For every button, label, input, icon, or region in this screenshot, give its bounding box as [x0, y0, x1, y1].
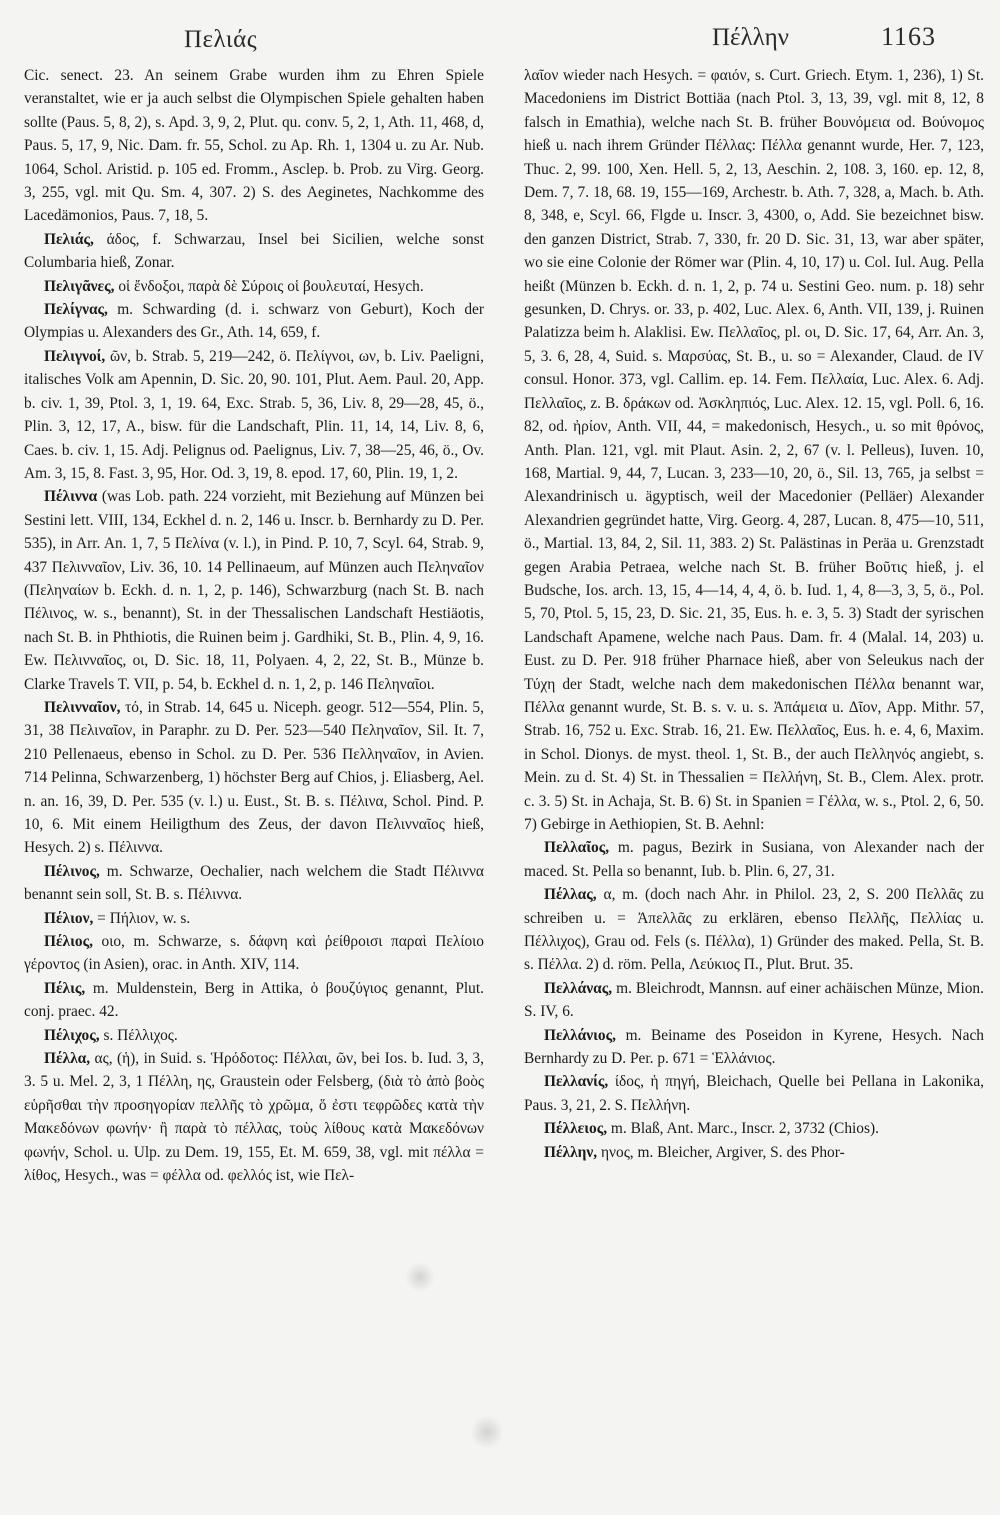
- entry-headword: Πέλλα,: [44, 1050, 91, 1068]
- dictionary-entry: [24, 1024, 484, 1047]
- entry-headword: Πέλιχος,: [44, 1026, 100, 1044]
- dictionary-entry: [24, 485, 484, 696]
- dictionary-entry: [24, 228, 484, 275]
- entry-headword: Πέλινος,: [44, 862, 100, 880]
- scan-smudge: [405, 1262, 435, 1292]
- entry-body: m. Schwarze, Oechalier, nach welchem die Stadt Πέλιννα benannt sein soll, St. B. s. Πέλιννα.: [24, 862, 484, 904]
- entry-headword: Πελλανίς,: [544, 1073, 609, 1091]
- entry-body: ῶν, b. Strab. 5, 219—242, ö. Πελίγνοι, ων, b. Liv. Paeligni, italisches Volk am Apennin, D. Sic. 20, 90. 101, Plut. Aem. Paul. 20, App. b. civ. 1, 39, Ptol. 3, 1, 19. 64, Exc. Strab. 5, 36, Liv. 8, 29—28, 45, ö., Plin. 3, 12, 17, A., bisw. für die Landschaft, Plin. 11, 14, 14, Liv. 8, 6, Caes. b. civ. 1, 15. Adj. Pelignus od. Paelignus, Liv. 7, 38—25, 46, ö., Ov. Am. 3, 15, 8. Fast. 3, 95, Hor. Od. 3, 19, 8. epod. 17, 60, Plin. 19, 1, 2.: [24, 347, 484, 482]
- entry-headword: Πελίγνας,: [44, 301, 108, 319]
- entry-body: ας, (ἡ), in Suid. s. Ἡρόδοτος: Πέλλαι, ῶν, bei Ios. b. Iud. 3, 3, 3. 5 u. Mel. 2, 3, 1 Πέλλη, ης, Graustein oder Felsberg, (διὰ τὸ ἀπὸ βοὸς εὑρῆσθαι τὴν προσηγορίαν πελλῆς τὸ χρῶμα, ὅ ἐστι τεφρῶδες κατὰ τὴν Μακεδόνων φωνήν· ἢ παρὰ τὸ πέλλας, τοὺς λίθους κατὰ Μακεδόνων φωνήν, Schol. u. Ulp. zu Dem. 19, 155, Et. M. 659, 38, vgl. mit πέλλα = λίθος, Hesych., was = φέλλα od. φελλός ist, wie Πελ-: [24, 1050, 484, 1185]
- entry-body: m. Muldenstein, Berg in Attika, ὁ βουζύγιος genannt, Plut. conj. praec. 42.: [24, 979, 484, 1021]
- page-number: 1163: [881, 22, 937, 51]
- dictionary-entry: [24, 930, 484, 977]
- entry-headword: Πέλιος,: [44, 933, 93, 951]
- dictionary-entry: [24, 345, 484, 485]
- entry-body: οιο, m. Schwarze, s. δάφνη καὶ ῥείθροισι παραὶ Πελίοιο γέροντος (in Asien), orac. in Anth. XIV, 114.: [24, 933, 484, 974]
- entry-headword: Πέλις,: [44, 979, 86, 997]
- dictionary-entry: [524, 977, 984, 1024]
- entry-body: ηνος, m. Bleicher, Argiver, S. des Phor-: [601, 1143, 845, 1161]
- entry-body: m. Beiname des Poseidon in Kyrene, Hesych. Nach Bernhardy zu D. Per. p. 671 = Ἑλλάνιος.: [524, 1026, 984, 1068]
- entry-headword: Πέλλην,: [544, 1143, 598, 1161]
- left-column: [24, 64, 484, 1188]
- dictionary-entry: [24, 907, 484, 930]
- scan-smudge: [470, 1415, 504, 1449]
- entry-headword: Πέλλειος,: [544, 1120, 608, 1138]
- entry-body: s. Πέλλιχος.: [103, 1026, 178, 1044]
- entry-body: Cic. senect. 23. An seinem Grabe wurden ihm zu Ehren Spiele veranstaltet, wie er ja auch selbst die Olympischen Spiele gehalten haben sollte (Paus. 5, 8, 2), s. Apd. 3, 9, 2, Plut. qu. conv. 5, 2, 1, Ath. 11, 468, d, Paus. 5, 17, 9, Nic. Dam. fr. 55, Schol. zu Ap. Rh. 1, 1304 u. zu Ar. Nub. 1064, Schol. Aristid. p. 105 ed. Fromm., Asclep. b. Prob. zu Virg. Georg. 3, 255, vgl. mit Qu. Sm. 4, 307. 2) S. des Aeginetes, Nachkomme des Lacedämonios, Paus. 7, 18, 5.: [24, 67, 484, 225]
- entry-headword: Πελιγνοί,: [44, 347, 106, 365]
- header-first-headword: Πελιάς: [184, 26, 258, 53]
- dictionary-entry: [24, 860, 484, 907]
- right-column: [524, 64, 984, 1164]
- entry-body: τό, in Strab. 14, 645 u. Niceph. geogr. 512—554, Plin. 5, 31, 38 Πελιναῖον, in Paraphr. zu D. Per. 523—540 Πεληναῖον, Sil. It. 7, 210 Pellenaeus, ebenso in Schol. zu D. Per. 536 Πελληναῖον, in Avien. 714 Pelinna, Schwarzenberg, 1) höchster Berg auf Chios, j. Eliasberg, Ael. n. an. 16, 39, D. Per. 535 (v. l.) u. Eust., St. B. s. Πέλινα, Schol. Pind. P. 10, 6. Mit einem Heiligthum des Zeus, der davon Πελινναῖος hieß, Hesych. 2) s. Πέλιννα.: [24, 698, 484, 857]
- entry-headword: Πέλιον,: [44, 909, 94, 927]
- entry-body: = Πήλιον, w. s.: [97, 909, 191, 927]
- dictionary-entry: [524, 1117, 984, 1140]
- header-last-headword: Πέλλην: [712, 24, 789, 51]
- entry-body: m. Blaß, Ant. Marc., Inscr. 2, 3732 (Chios).: [610, 1120, 879, 1138]
- dictionary-entry: [24, 1047, 484, 1187]
- entry-continuation: [24, 64, 484, 228]
- dictionary-entry: [524, 1024, 984, 1071]
- running-header: [0, 14, 1000, 54]
- entry-body: (was Lob. path. 224 vorzieht, mit Beziehung auf Münzen bei Sestini lett. VIII, 134, Eckhel d. n. 2, 146 u. Inscr. b. Bernhardy zu D. Per. 535), in Arr. An. 1, 7, 5 Πελίνα (v. l.), in Pind. P. 10, 7, Scyl. 64, Strab. 9, 437 Πελινναῖον, Liv. 36, 10. 14 Pellinaeum, auf Münzen auch Πεληναῖον (Πεληναίων b. Eckh. d. n. 1, 2, p. 146), Schwarzburg (nach St. B. nach Πέλινος, w. s., benannt), St. in der Thessalischen Landschaft Hestiäotis, nach St. B. in Phthiotis, die Ruinen beim j. Gardhiki, St. B., Plin. 4, 9, 16. Ew. Πελινναῖος, οι, D. Sic. 18, 11, Polyaen. 4, 2, 22, St. B., Münze b. Clarke Travels T. VII, p. 54, b. Eckhel d. n. 1, 2, p. 146 Πεληναῖοι.: [24, 488, 484, 693]
- entry-body: λαῖον wieder nach Hesych. = φαιόν, s. Curt. Griech. Etym. 1, 236), 1) St. Macedoniens im District Bottiäa (nach Ptol. 3, 13, 39, vgl. mit 8, 12, 8 falsch in Emathia), welche nach St. B. früher Βουνόμεια od. Βούνομος hieß u. nach ihrem Gründer Πέλλας: Πέλλα genannt wurde, Her. 7, 123, Thuc. 2, 99. 100, Xen. Hell. 5, 2, 13, Aeschin. 2, 108. 3, 160. ep. 12, 8, Dem. 7, 7. 18, 68. 19, 155—169, Archestr. b. Ath. 7, 328, a, Mach. b. Ath. 8, 348, e, Scyl. 66, Flgde u. Inscr. 3, 4300, o, Add. Sie bezeichnet bisw. den ganzen District, Strab. 7, 330, fr. 20 D. Sic. 31, 13, war aber später, wo sie eine Colonie der Römer war (Plin. 4, 10, 17) u. Col. Iul. Aug. Pella heißt (Münzen b. Eckh. d. n. 1, 2, p. 74 u. Sestini Geo. num. p. 18) sehr gesunken, D. Chrys. or. 33, p. 402, Luc. Alex. 6, Anth. VII, 139, j. Ruinen Palatizza beim h. Alaklisi. Ew. Πελλαῖος, pl. οι, D. Sic. 17, 64, Arr. An. 3, 5, 3. 6, 28, 4, Suid. s. Μαρσύας, St. B., u. so = Alexander, Claud. de IV consul. Honor. 373, vgl. Callim. ep. 14. Fem. Πελλαία, Luc. Alex. 6. Adj. Πελλαῖος, z. B. δράκων od. Ἀσκληπιός, Luc. Alex. 12. 15, vgl. Poll. 6, 16. 82, od. ἠρίον, Anth. VII, 44, = makedonisch, Hesych., u. so mit θρόνος, Anth. Plan. 121, vgl. mit Plaut. Asin. 2, 2, 67 (v. l. Pelleus), Iuven. 10, 168, Martial. 9, 44, 7, Lucan. 3, 233—10, 20, ö., Sil. 13, 765, ja selbst = Alexandrinisch u. ägyptisch, weil der Macedonier (Pelläer) Alexander Alexandrien gegründet hatte, Virg. Georg. 4, 287, Lucan. 8, 475—10, 511, ö., Martial. 13, 84, 2, Sil. 11, 383. 2) St. Palästinas in Peräa u. Grenzstadt gegen Arabia Petraea, welche nach St. B. früher Βοῦτις hieß, j. el Budsche, Ios. arch. 13, 15, 4—14, 4, 4, ö. b. Iud. 1, 4, 8—3, 3, 5, ö., Pol. 5, 70, Ptol. 5, 15, 23, D. Sic. 21, 35, Eus. h. e. 3, 5. 3) Stadt der syrischen Landschaft Apamene, welche nach Paus. Dam. fr. 4 (Malal. 14, 203) u. Eust. zu D. Per. 918 früher Pharnace hieß, aber von Seleukus nach der Τύχη der Stadt, welche nach dem makedonischen Πέλλα benannt war, Πέλλα genannt wurde, St. B. s. v. u. s. Ἀπάμεια u. Δῖον, App. Mithr. 57, Strab. 16, 752 u. Exc. Strab. 16, 21. Ew. Πελλαῖος, Eus. h. e. 4, 6, Maxim. in Schol. Dionys. de myst. theol. 1, St. B., der auch Πελληνός angiebt, s. Mein. zu d. St. 4) St. in Thessalien = Πελλήνη, St. B., Clem. Alex. protr. c. 3. 5) St. in Achaja, St. B. 6) St. in Spanien = Γέλλα, w. s., Ptol. 2, 6, 50. 7) Gebirge in Aethiopien, St. B. Aehnl:: [524, 67, 984, 833]
- entry-headword: Πελινναῖον,: [44, 698, 121, 716]
- dictionary-entry: [524, 836, 984, 883]
- entry-body: οἱ ἔνδοξοι, παρὰ δὲ Σύροις οἱ βουλευταί, Hesych.: [118, 277, 424, 295]
- dictionary-entry: [24, 977, 484, 1024]
- dictionary-entry: [24, 275, 484, 298]
- dictionary-entry: [524, 1070, 984, 1117]
- entry-headword: Πέλιννα: [44, 488, 98, 506]
- entry-continuation: [524, 64, 984, 836]
- entry-body: ίδος, ἡ πηγή, Bleichach, Quelle bei Pellana in Lakonika, Paus. 3, 21, 2. S. Πελλήνη.: [524, 1073, 984, 1114]
- entry-headword: Πελλάνας,: [544, 979, 613, 997]
- entry-body: m. Bleichrodt, Mannsn. auf einer achäischen Münze, Mion. S. IV, 6.: [524, 979, 984, 1021]
- entry-body: m. pagus, Bezirk in Susiana, von Alexander nach der maced. St. Pella so benannt, Iub. b. Plin. 6, 27, 31.: [524, 839, 984, 880]
- entry-body: α, m. (doch nach Ahr. in Philol. 23, 2, S. 200 Πελλᾶς zu schreiben u. = Ἀπελλᾶς zu erklären, ebenso Πελλῆς, Πελλίας u. Πέλλιχος), Grau od. Fels (s. Πέλλα), 1) Gründer des maked. Pella, St. B. s. Πέλλα. 2) d. röm. Pella, Λεύκιος Π., Plut. Brut. 35.: [524, 886, 984, 974]
- dictionary-entry: [24, 298, 484, 345]
- entry-headword: Πελλαῖος,: [544, 839, 610, 857]
- entry-headword: Πελιάς,: [44, 230, 94, 248]
- entry-headword: Πέλλας,: [544, 886, 597, 904]
- entry-headword: Πελιγᾶνες,: [44, 277, 115, 295]
- entry-headword: Πελλάνιος,: [544, 1026, 616, 1044]
- entry-body: m. Schwarding (d. i. schwarz von Geburt), Koch der Olympias u. Alexanders des Gr., Ath. 14, 659, f.: [24, 301, 484, 342]
- dictionary-entry: [524, 1141, 984, 1164]
- dictionary-entry: [24, 696, 484, 860]
- entry-body: άδος, f. Schwarzau, Insel bei Sicilien, welche sonst Columbaria hieß, Zonar.: [24, 230, 484, 272]
- dictionary-entry: [524, 883, 984, 977]
